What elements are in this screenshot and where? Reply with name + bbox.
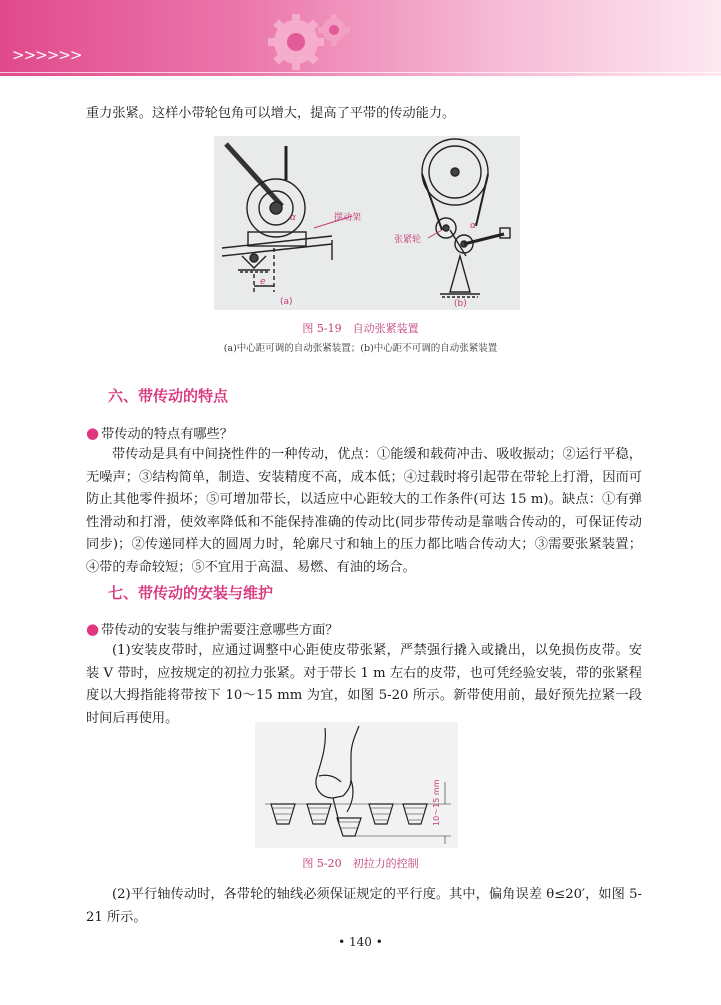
label-e: e — [260, 277, 266, 287]
gear-decoration-icon — [262, 8, 362, 72]
section-6-question: ● 带传动的特点有哪些？ — [86, 424, 233, 442]
figure-5-20-caption: 图 5-20 初拉力的控制 — [302, 857, 419, 870]
dimension-label: 10～15 mm — [432, 779, 441, 826]
label-b: (b) — [454, 299, 467, 309]
label-alpha-a: α — [290, 213, 296, 223]
bullet-dot-icon: ● — [86, 424, 100, 442]
section-7-heading: 七、带传动的安装与维护 — [108, 584, 274, 602]
header-divider — [0, 72, 721, 73]
figure-5-20 — [255, 722, 458, 848]
section-7-para-1: (1)安装皮带时，应通过调整中心距使皮带张紧，严禁强行撬入或撬出，以免损伤皮带。安装 V 带时，应按规定的初拉力张紧。对于带长 1 m 左右的皮带，也可凭经验安装，带的张紧程度以大拇指能将带按下 10～15 mm 为宜，如图 5-20 所示。新带使用前，最好预先拉紧一段时间后再使用。 — [86, 643, 642, 726]
figure-5-19-caption: 图 5-19 自动张紧装置 — [302, 322, 419, 335]
figure-5-19 — [214, 136, 520, 310]
section-7-para-2: (2)平行轴传动时，各带轮的轴线必须保证规定的平行度。其中，偏角误差 θ≤20′，如图 5-21 所示。 — [86, 887, 642, 925]
label-tension-pulley: 张紧轮 — [394, 235, 422, 245]
intro-paragraph: 重力张紧。这样小带轮包角可以增大，提高了平带的传动能力。 — [86, 106, 456, 121]
figure-5-19-subcaption: (a)中心距可调的自动张紧装置；(b)中心距不可调的自动张紧装置 — [223, 343, 498, 354]
auto-tensioner-diagram — [214, 136, 520, 310]
label-a: (a) — [280, 297, 293, 307]
section-7-question: ● 带传动的安装与维护需要注意哪些方面？ — [86, 620, 339, 638]
page-number: • 140 • — [338, 935, 383, 949]
bullet-dot-icon: ● — [86, 620, 100, 638]
label-swing-frame: 摆动架 — [334, 213, 362, 223]
label-alpha-b: α — [470, 221, 476, 231]
page-header-band — [0, 0, 721, 76]
section-6-heading: 六、带传动的特点 — [108, 387, 229, 405]
section-6-body: 带传动是具有中间挠性件的一种传动，优点：①能缓和载荷冲击、吸收振动；②运行平稳，无噪声；③结构简单，制造、安装精度不高，成本低；④过载时将引起带在带轮上打滑，因而可防止其他零件损坏；⑤可增加带长，以适应中心距较大的工作条件(可达 15 m)。缺点：①有弹性滑动和打滑，使效率降低和不能保持准确的传动比(同步带传动是靠啮合传动的，可保证传动同步)；②传递同样大的圆周力时，轮廓尺寸和轴上的压力都比啮合传动大；③需要张紧装置；④带的寿命较短；⑤不宜用于高温、易燃、有油的场合。 — [86, 447, 642, 575]
header-chevrons: >>>>>> — [12, 46, 82, 64]
thumb-press-diagram — [255, 722, 458, 848]
